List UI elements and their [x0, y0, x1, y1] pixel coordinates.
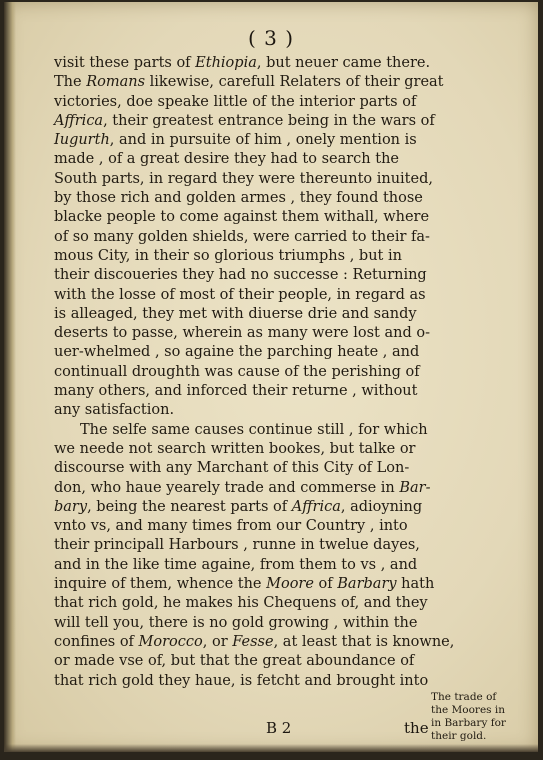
- marginal-note-line: their gold.: [431, 730, 487, 742]
- text-line: [54, 498, 434, 517]
- text-line: [54, 247, 434, 266]
- italic-text-segment: Iugurth: [54, 132, 110, 149]
- text-line: [54, 189, 434, 208]
- text-segment: , at least that is knowne,: [273, 633, 455, 650]
- italic-text-segment: bary: [54, 498, 88, 515]
- text-line: [54, 54, 434, 73]
- italic-text-segment: Ethiopia: [195, 55, 257, 71]
- text-line: [54, 208, 434, 227]
- italic-text-segment: Barbary: [337, 576, 397, 593]
- text-segment: made , of a great desire they had to search the: [54, 151, 399, 168]
- text-line: [54, 479, 434, 498]
- text-segment: victories, doe speake little of the interior parts of: [54, 93, 417, 110]
- text-segment: likewise, carefull Relaters of their great: [145, 74, 444, 91]
- italic-text-segment: Fesse: [232, 633, 274, 650]
- text-line: [54, 556, 434, 575]
- text-line: [54, 536, 434, 555]
- text-line: [54, 459, 434, 478]
- text-line: [54, 73, 444, 92]
- italic-text-segment: Romans: [86, 74, 146, 91]
- text-line: [54, 228, 434, 247]
- text-segment: , their greatest entrance being in the wars of: [103, 112, 435, 129]
- text-line: [54, 401, 434, 420]
- text-segment: discourse with any Marchant of this City of Lon-: [54, 460, 410, 477]
- page-gutter-shadow: [4, 2, 16, 752]
- text-segment: their discoueries they had no successe : Returning: [54, 267, 427, 284]
- text-segment: any satisfaction.: [54, 402, 175, 419]
- text-segment: hath: [396, 576, 435, 593]
- text-line: [54, 112, 434, 131]
- text-segment: South parts, in regard they were thereunto inuited,: [54, 170, 433, 187]
- text-line: [54, 170, 434, 189]
- text-segment: uer-whelmed , so againe the parching heate , and: [54, 344, 420, 361]
- text-line: [54, 594, 434, 613]
- text-segment: will tell you, there is no gold growing , within the: [54, 614, 418, 631]
- text-segment: that rich gold, he makes his Chequens of, and they: [54, 595, 428, 612]
- text-line: [54, 633, 455, 652]
- catchword: the: [404, 719, 429, 737]
- text-segment: , or: [202, 633, 233, 650]
- text-segment: , and in pursuite of him , onely mention is: [109, 132, 417, 149]
- text-line: [54, 382, 434, 401]
- text-segment: confines of: [54, 633, 139, 650]
- text-segment: , being the nearest parts of: [87, 498, 292, 515]
- text-segment: we neede not search written bookes, but talke or: [54, 440, 416, 457]
- marginal-note-line: The trade of: [431, 691, 497, 703]
- italic-text-segment: Morocco: [138, 633, 203, 650]
- text-line: [54, 440, 434, 459]
- text-segment: their principall Harbours , runne in twelue dayes,: [54, 537, 420, 554]
- text-line: [54, 652, 434, 671]
- text-segment: is alleaged, they met with diuerse drie and sandy: [54, 305, 417, 322]
- text-line: [54, 575, 434, 594]
- text-segment: of: [313, 576, 338, 593]
- text-segment: inquire of them, whence the: [54, 576, 267, 593]
- body-text: [54, 54, 455, 691]
- text-segment: of so many golden shields, were carried to their fa-: [54, 228, 430, 245]
- text-segment: , adioyning: [340, 498, 423, 515]
- text-segment: that rich gold they haue, is fetcht and brought into: [54, 672, 429, 689]
- text-line: [54, 421, 434, 440]
- text-line: [54, 150, 434, 169]
- text-line: [54, 672, 434, 691]
- text-segment: with the losse of most of their people, in regard as: [54, 286, 426, 303]
- text-line: [54, 614, 434, 633]
- marginal-note-line: the Moores in: [431, 704, 506, 716]
- text-segment: , but neuer came there.: [256, 55, 431, 71]
- italic-text-segment: Affrica: [54, 112, 104, 129]
- text-segment: many others, and inforced their returne , without: [54, 383, 418, 400]
- page-bottom-edge: [4, 744, 538, 752]
- page-number: ( 3 ): [247, 26, 295, 50]
- page-footer: [4, 719, 538, 741]
- text-line: [54, 266, 434, 285]
- text-line: [54, 363, 434, 382]
- text-line: [54, 286, 434, 305]
- text-segment: The: [54, 74, 87, 91]
- text-line: [54, 131, 434, 150]
- book-page: [4, 2, 538, 752]
- text-segment: or made vse of, but that the great aboundance of: [54, 653, 415, 670]
- text-segment: visit these parts of: [54, 55, 196, 71]
- text-segment: blacke people to come against them withall, where: [54, 209, 430, 226]
- text-segment: by those rich and golden armes , they found those: [54, 190, 423, 207]
- text-line: [54, 517, 434, 536]
- text-segment: and in the like time againe, from them to vs , and: [54, 556, 418, 573]
- text-segment: continuall droughth was cause of the perishing of: [54, 363, 420, 380]
- text-segment: vnto vs, and many times from our Country , into: [54, 518, 408, 535]
- text-segment: don, who haue yearely trade and commerse in: [54, 479, 400, 496]
- text-segment: mous City, in their so glorious triumphs , but in: [54, 247, 402, 264]
- italic-text-segment: Affrica: [291, 498, 341, 515]
- text-line: [54, 93, 434, 112]
- marginal-note-line: in Barbary for: [431, 717, 506, 729]
- text-segment: deserts to passe, wherein as many were lost and o-: [54, 325, 430, 342]
- text-segment: The selfe same causes continue still , for which: [80, 421, 428, 438]
- signature-mark: B 2: [266, 719, 292, 737]
- italic-text-segment: Bar-: [399, 479, 431, 496]
- text-line: [54, 343, 434, 362]
- text-line: [54, 324, 434, 343]
- italic-text-segment: Moore: [266, 576, 314, 593]
- text-line: [54, 305, 434, 324]
